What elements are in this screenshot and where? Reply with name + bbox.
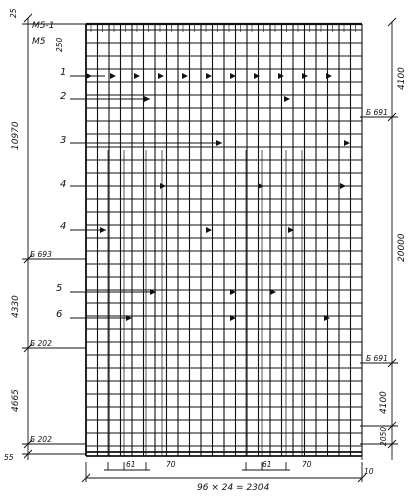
position-arrow xyxy=(258,183,264,189)
position-arrow xyxy=(284,96,290,102)
mark-label-m5-1: М5-1 xyxy=(32,21,55,31)
bottom-dim-61-left: 61 xyxy=(126,460,136,469)
position-arrow xyxy=(110,73,116,79)
mesh-grid xyxy=(86,24,362,456)
position-arrow xyxy=(254,73,260,79)
left-dim-250: 250 xyxy=(55,37,64,52)
dimension-lines xyxy=(22,14,398,482)
right-dim-4100-top: 4100 xyxy=(397,67,407,90)
left-dim-4330: 4330 xyxy=(11,295,21,318)
position-label-4-upper: 4 xyxy=(60,179,67,190)
position-arrow xyxy=(134,73,140,79)
bottom-dim-61-right: 61 xyxy=(262,460,272,469)
bracket-label-b693: Б 693 xyxy=(30,250,52,259)
bracket-label-b202-mid: Б 202 xyxy=(30,339,52,348)
left-dim-25: 25 xyxy=(9,8,18,18)
bracket-label-b202-bottom: Б 202 xyxy=(30,435,52,444)
left-dim-4665: 4665 xyxy=(11,389,21,412)
mark-label-m5: М5 xyxy=(32,37,46,47)
position-label-3: 3 xyxy=(60,135,67,146)
position-label-4-lower: 4 xyxy=(60,221,67,232)
position-label-1: 1 xyxy=(60,67,67,78)
bracket-label-b691-top: Б 691 xyxy=(366,108,388,117)
position-label-6: 6 xyxy=(56,309,63,320)
position-arrow xyxy=(340,183,346,189)
position-arrow xyxy=(182,73,188,79)
position-label-5: 5 xyxy=(56,283,63,294)
right-dim-10: 10 xyxy=(364,467,374,476)
bottom-dim-70-right: 70 xyxy=(302,460,312,469)
position-arrow xyxy=(344,140,350,146)
bottom-dim-70-left: 70 xyxy=(166,460,176,469)
position-arrow xyxy=(206,73,212,79)
right-dim-20000: 20000 xyxy=(397,233,407,262)
bracket-label-b691-bottom: Б 691 xyxy=(366,354,388,363)
right-dim-4100-bottom: 4100 xyxy=(379,391,389,414)
bottom-dim-total: 96 × 24 = 2304 xyxy=(197,483,270,493)
left-dim-55: 55 xyxy=(4,453,14,462)
position-arrow xyxy=(206,227,212,233)
position-arrow xyxy=(326,73,332,79)
right-dim-2050: 2050 xyxy=(379,426,388,446)
position-arrow xyxy=(158,73,164,79)
position-label-2: 2 xyxy=(60,91,67,102)
left-dim-10970: 10970 xyxy=(11,121,21,150)
